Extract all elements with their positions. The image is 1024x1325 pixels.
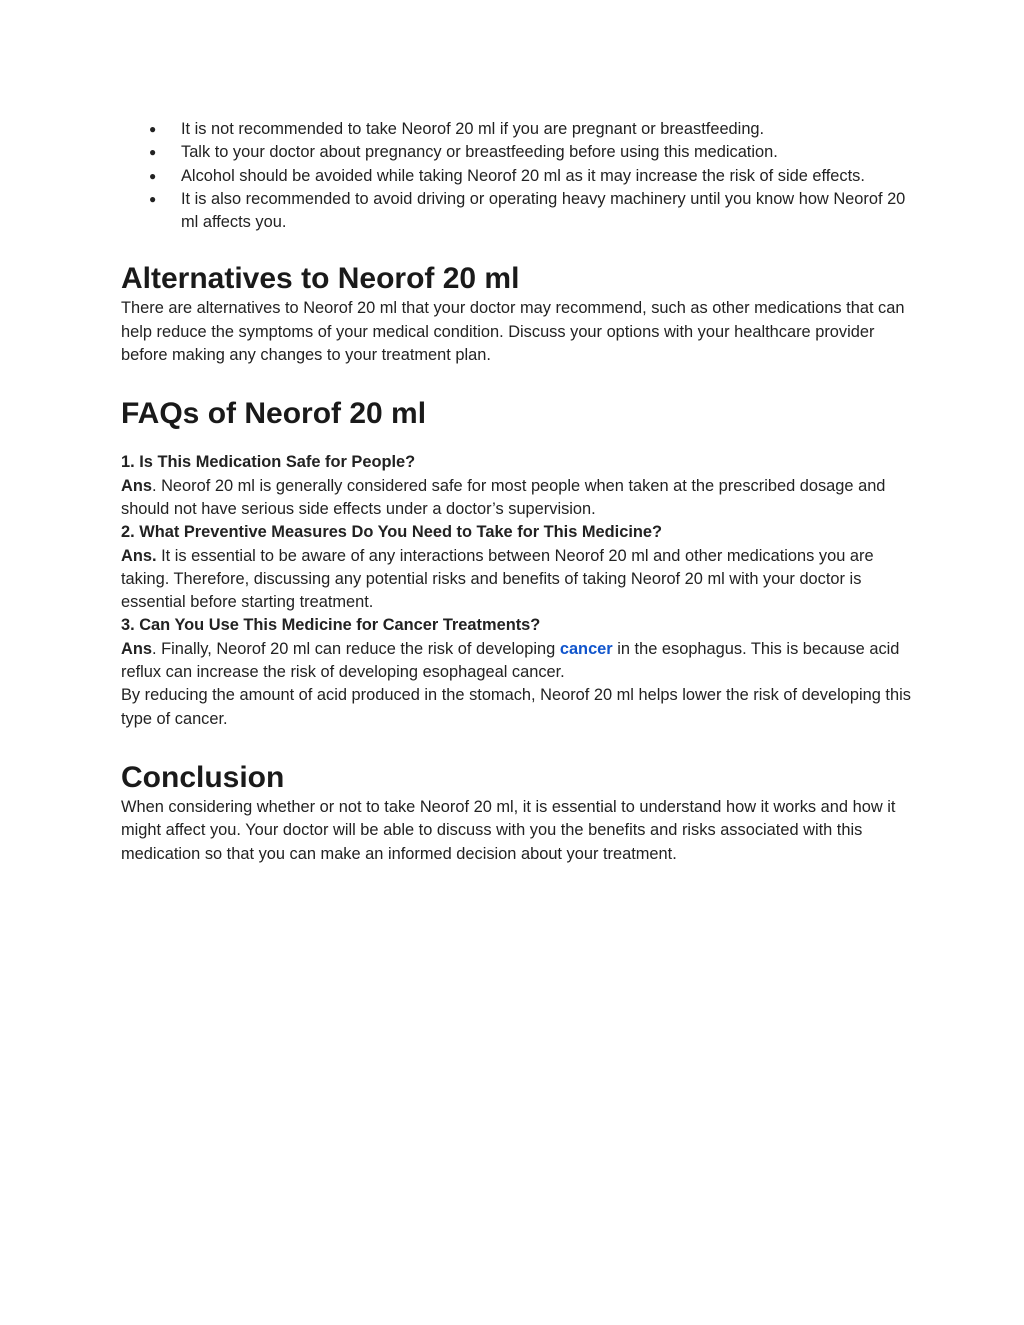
bullet-icon: ● (149, 122, 157, 136)
precautions-list (121, 118, 911, 234)
faq-question: 1. Is This Medication Safe for People? (121, 453, 416, 472)
list-item-text: Talk to your doctor about pregnancy or breastfeeding before using this medication. (181, 143, 778, 162)
answer-text: in the esophagus. This is because acid reflux can increase the risk of developing esophageal cancer. (121, 639, 900, 682)
answer-text: . Neorof 20 ml is generally considered safe for most people when taken at the prescribed dosage and should not have serious side effects under a doctor’s supervision. (121, 476, 886, 518)
list-item (121, 141, 911, 164)
list-item-text: It is also recommended to avoid driving or operating heavy machinery until you know how Neorof 20 ml affects you. (181, 189, 906, 232)
faq-question: 2. What Preventive Measures Do You Need to Take for This Medicine? (121, 523, 663, 542)
faq-answer-followup: By reducing the amount of acid produced in the stomach, Neorof 20 ml helps lower the risk of developing this type of cancer. (121, 686, 911, 728)
list-item (121, 118, 911, 141)
list-item-text: Alcohol should be avoided while taking Neorof 20 ml as it may increase the risk of side effects. (181, 166, 865, 185)
answer-label: Ans (121, 476, 152, 495)
list-item (121, 165, 911, 188)
bullet-icon: ● (149, 168, 157, 183)
alternatives-heading: Alternatives to Neorof 20 ml (121, 262, 520, 296)
faq-question: 3. Can You Use This Medicine for Cancer Treatments? (121, 616, 541, 635)
faq-answer (121, 545, 911, 615)
answer-text: . Finally, Neorof 20 ml can reduce the risk of developing (151, 639, 560, 658)
faq-answer (121, 475, 911, 522)
bullet-icon: ● (149, 145, 157, 160)
answer-label: Ans. (121, 546, 157, 565)
faqs-heading: FAQs of Neorof 20 ml (121, 397, 427, 431)
conclusion-heading: Conclusion (121, 760, 285, 794)
document-page (121, 118, 911, 866)
cancer-link[interactable]: cancer (559, 639, 613, 658)
list-item-text: It is not recommended to take Neorof 20 ml if you are pregnant or breastfeeding. (181, 120, 765, 138)
faq-list (121, 451, 911, 731)
bullet-icon: ● (149, 191, 157, 206)
answer-label: Ans (121, 639, 152, 658)
list-item (121, 188, 911, 235)
alternatives-body: There are alternatives to Neorof 20 ml that your doctor may recommend, such as other medications that can help reduce the symptoms of your medical condition. Discuss your options with your healthcare provider before making any changes to your treatment plan. (121, 299, 905, 365)
conclusion-body: When considering whether or not to take Neorof 20 ml, it is essential to understand how it works and how it might affect you. Your doctor will be able to discuss with you the benefits and risks associated with this medication so that you can make an informed decision about your treatment. (121, 797, 896, 863)
faq-answer (121, 638, 911, 685)
answer-text: It is essential to be aware of any interactions between Neorof 20 ml and other medications you are taking. Therefore, discussing any potential risks and benefits of taking Neorof 20 ml with your doctor is essential before starting treatment. (121, 546, 874, 612)
